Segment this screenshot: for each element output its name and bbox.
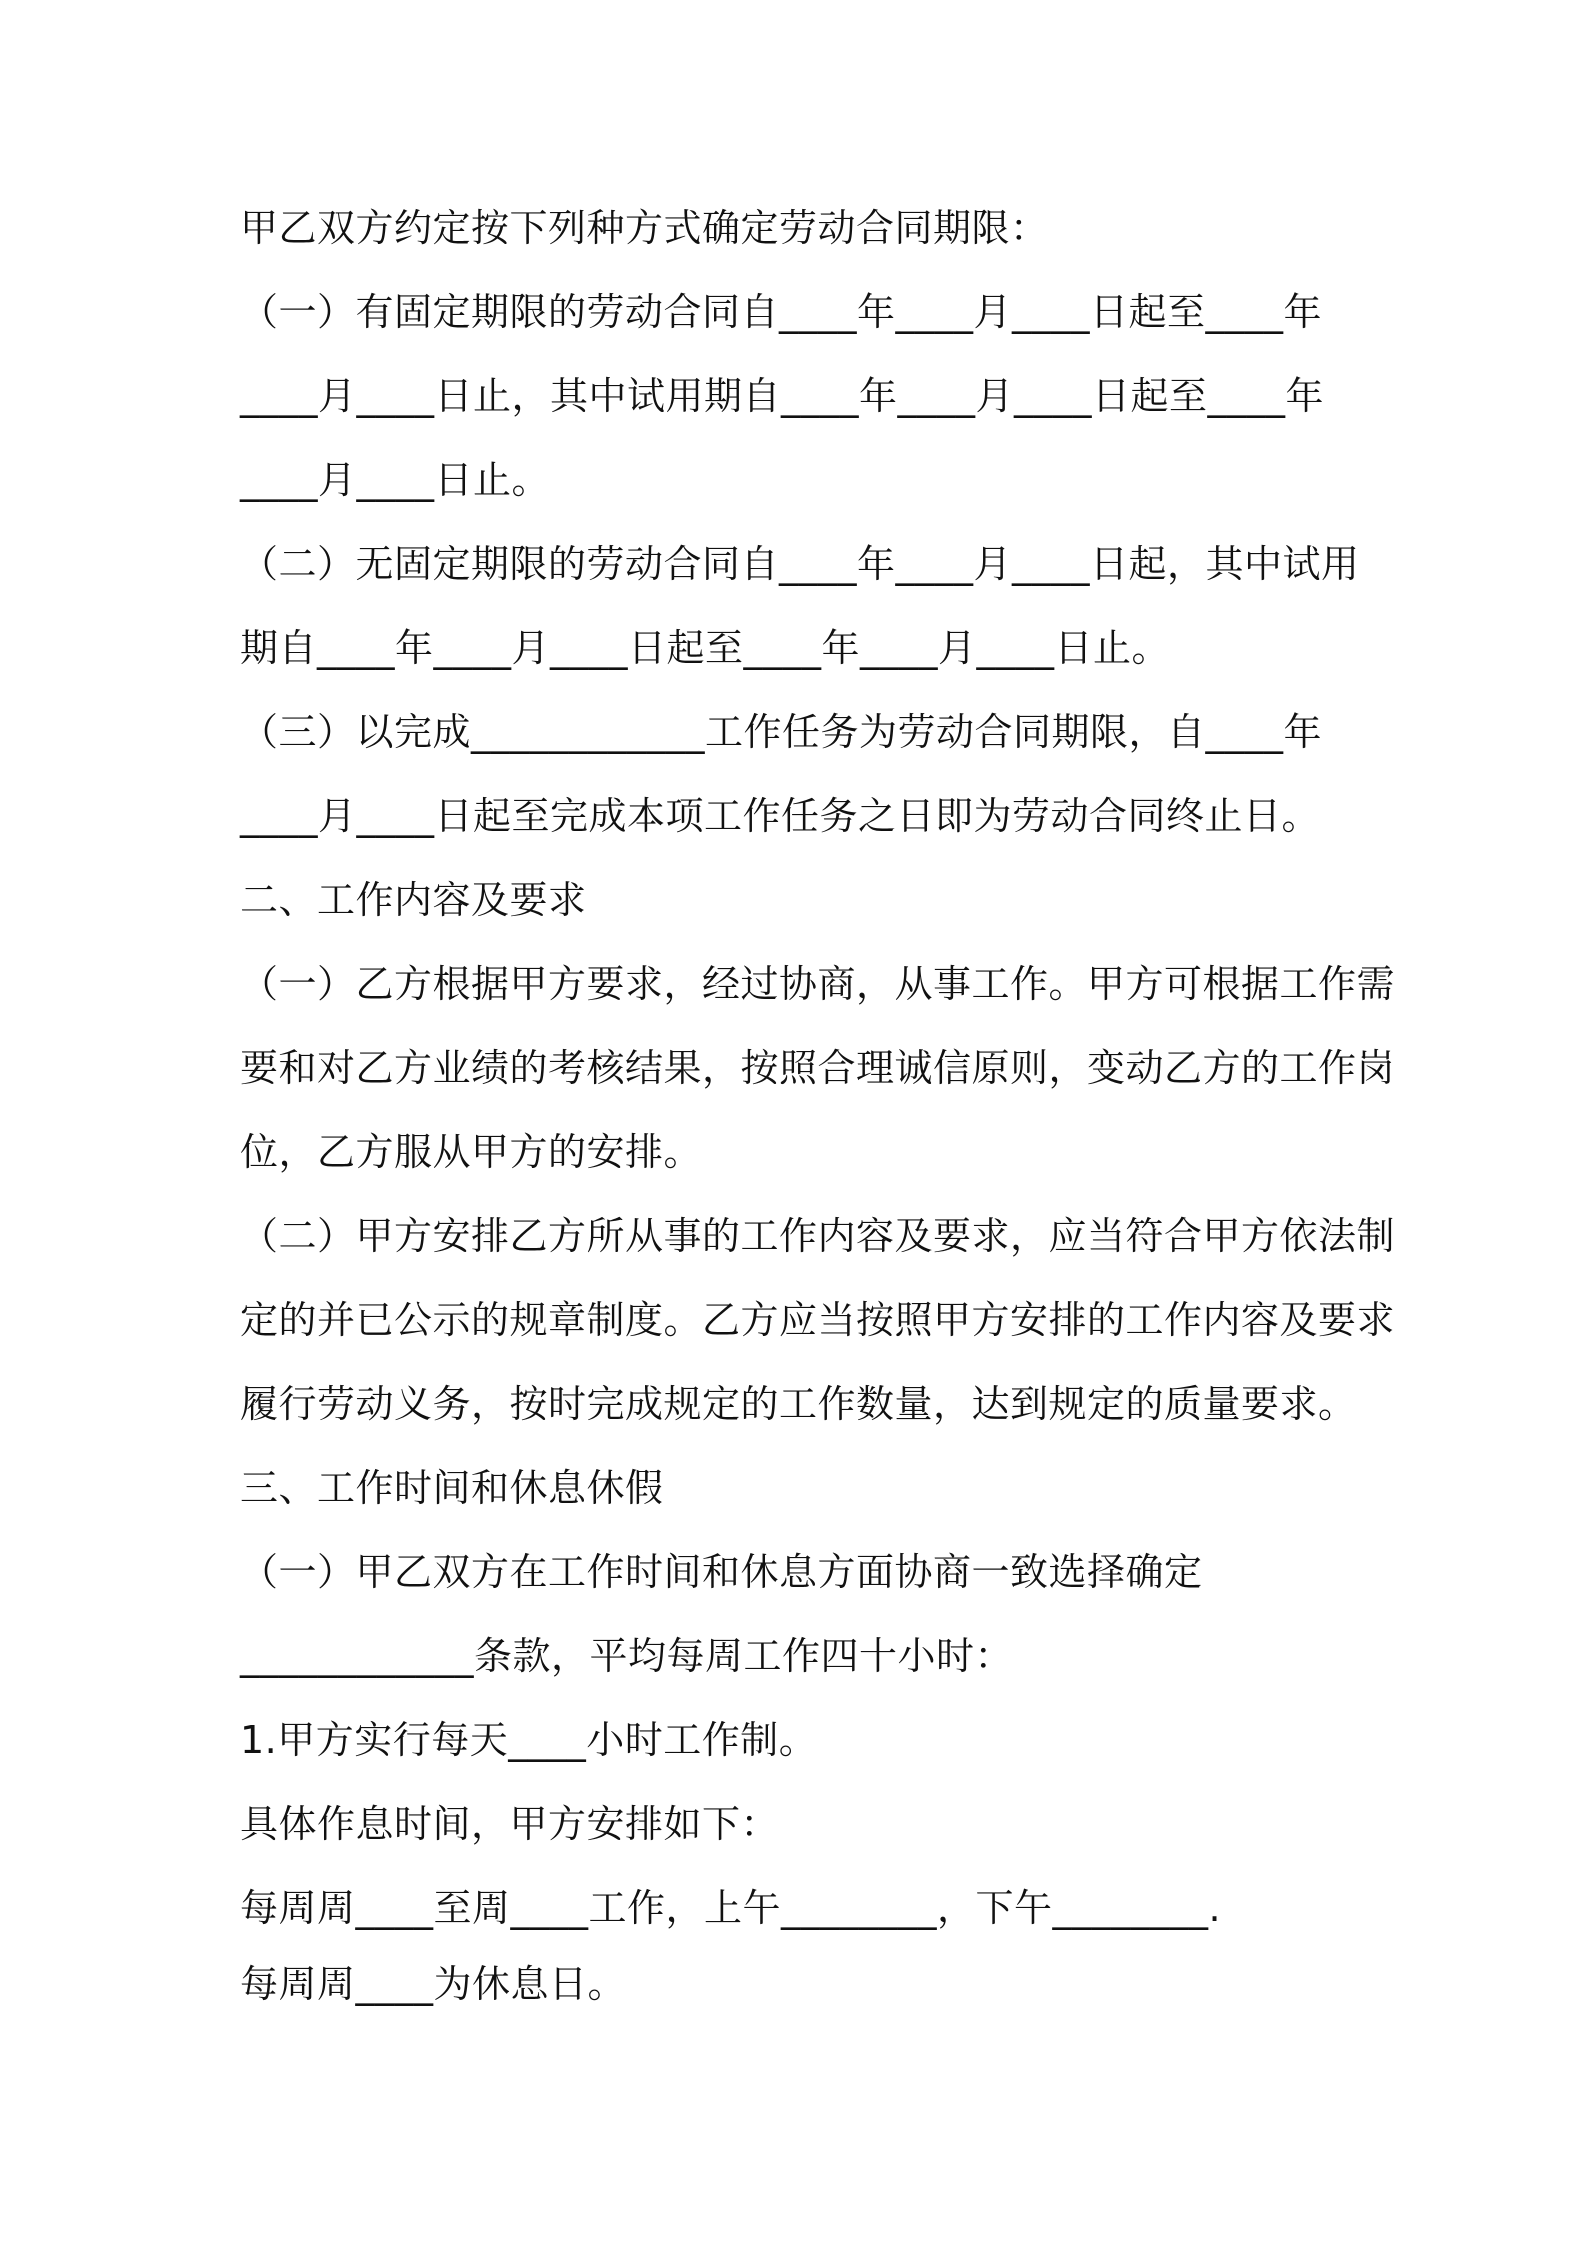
work-hours-1-line-2: ____________条款，平均每周工作四十小时： <box>240 1634 1014 1678</box>
work-content-1-line-2: 要和对乙方业绩的考核结果，按照合理诚信原则，变动乙方的工作岗 <box>240 1046 1396 1090</box>
section-heading-work-hours: 三、工作时间和休息休假 <box>240 1466 664 1510</box>
work-content-2-line-2: 定的并已公示的规章制度。乙方应当按照甲方安排的工作内容及要求 <box>240 1298 1396 1342</box>
work-content-2-line-3: 履行劳动义务，按时完成规定的工作数量，达到规定的质量要求。 <box>240 1382 1357 1426</box>
clause-fixed-term-line-2: ____月____日止，其中试用期自____年____月____日起至____年 <box>240 374 1325 418</box>
clause-fixed-term-line-1: （一）有固定期限的劳动合同自____年____月____日起至____年 <box>240 290 1323 334</box>
work-hours-daily: 1.甲方实行每天____小时工作制。 <box>240 1718 818 1762</box>
clause-open-term-line-1: （二）无固定期限的劳动合同自____年____月____日起，其中试用 <box>240 542 1360 586</box>
work-hours-schedule-intro: 具体作息时间，甲方安排如下： <box>240 1802 780 1846</box>
section-heading-work-content: 二、工作内容及要求 <box>240 878 587 922</box>
clause-task-term-line-1: （三）以完成____________工作任务为劳动合同期限，自____年 <box>240 710 1323 754</box>
clause-fixed-term-line-3: ____月____日止。 <box>240 458 551 502</box>
work-content-2-line-1: （二）甲方安排乙方所从事的工作内容及要求，应当符合甲方依法制 <box>240 1214 1396 1258</box>
work-content-1-line-3: 位，乙方服从甲方的安排。 <box>240 1130 703 1174</box>
work-hours-1-line-1: （一）甲乙双方在工作时间和休息方面协商一致选择确定 <box>240 1550 1203 1594</box>
clause-task-term-line-2: ____月____日起至完成本项工作任务之日即为劳动合同终止日。 <box>240 794 1321 838</box>
work-hours-weekly-schedule: 每周周____至周____工作，上午________，下午________. <box>240 1886 1222 1930</box>
work-content-1-line-1: （一）乙方根据甲方要求，经过协商，从事工作。甲方可根据工作需 <box>240 962 1396 1006</box>
paragraph-intro: 甲乙双方约定按下列种方式确定劳动合同期限： <box>240 206 1049 250</box>
work-hours-rest-day: 每周周____为休息日。 <box>240 1962 627 2006</box>
clause-open-term-line-2: 期自____年____月____日起至____年____月____日止。 <box>240 626 1171 670</box>
